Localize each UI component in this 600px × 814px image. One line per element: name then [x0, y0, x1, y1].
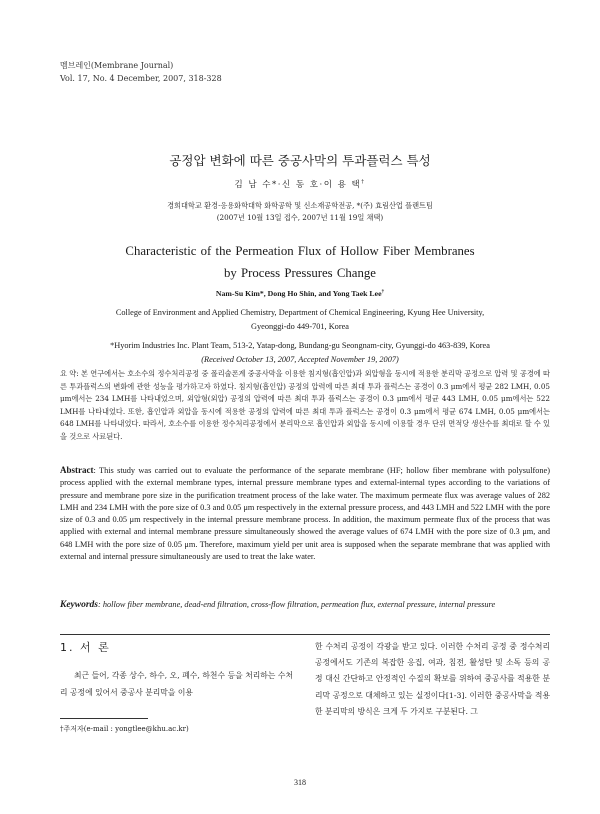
english-abstract [60, 464, 550, 563]
section-title: 1. 서 론 [60, 641, 111, 654]
english-title-line2: by Process Pressures Change [224, 266, 376, 280]
english-affiliation-2: *Hyorim Industries Inc. Plant Team, 513-2, Yatap-dong, Bundang-gu Seongnam-city, Gyunggi-do 463-839, Korea [110, 341, 490, 350]
english-author-names: Nam-Su Kim*, Dong Ho Shin, and Yong Taek Lee [215, 289, 382, 298]
english-corresponding-mark: † [381, 288, 385, 295]
received-dates: (Received October 13, 2007, Accepted November 19, 2007) [201, 354, 399, 364]
korean-affiliation-block [0, 200, 600, 224]
page-number: 318 [294, 778, 306, 787]
korean-title: 공정압 변화에 따른 중공사막의 투과플럭스 특성 [169, 153, 431, 168]
english-affiliation-1b: Gyeonggi-do 449-701, Korea [251, 321, 349, 331]
korean-abstract: 요 약: 본 연구에서는 호소수의 정수처리공정 중 폴리술폰계 중공사막을 이용한 침지형(흡인압)과 외압형을 동시에 적용한 분리막 공정으로 압력 및 공경에 따른 투과플럭스의 변화에 관한 성능을 평가하고자 하였다. 침지형(흡인압) 공정의 압력에 따른 최대 투과 플럭스는 공경이 0.3 μm에서 평균 282 LMH, 0.05 μm에서는 234 LMH를 나타내었으며, 외압형(외압) 공정의 압력에 따른 최대 투과 플럭스는 공경이 0.3 μm에서 평균 443 LMH, 0.05 μm에서는 522 LMH를 나타내었다. 또한, 흡인압과 외압을 동시에 적용한 공정의 압력에 따른 최대 투과 플럭스는 공경이 0.3 μm에서 평균 674 LMH, 0.05 μm에서는 648 LMH를 나타내었다. 따라서, 호소수를 이용한 정수처리공정에서 분리막으로 흡인압과 외압을 동시에 이용할 경우 단위 면적당 생산수를 최대로 할 수 있을 것으로 사료된다. [60, 369, 550, 441]
body-right-column: 한 수처리 공정이 각광을 받고 있다. 이러한 수처리 공정 중 정수처리 공정에서도 기존의 복잡한 응집, 여과, 침전, 활성탄 및 소독 등의 공정 대신 간단하고 안정적인 수질의 확보를 위하여 중공사를 적용한 분리막 공정으로 대체하고 있는 실정이다[1-3]. 이러한 중공사막을 적용한 분리막의 방식은 크게 두 가지로 구분된다. 그 [315, 642, 550, 716]
footnote: †주저자(e-mail : yongtlee@khu.ac.kr) [60, 725, 189, 733]
journal-volume: Vol. 17, No. 4 December, 2007, 318-328 [60, 74, 222, 83]
korean-authors [0, 178, 600, 190]
keywords-text: : hollow fiber membrane, dead-end filtration, cross-flow filtration, permeation flux, external pressure, internal pressure [98, 600, 496, 609]
english-affiliation-block [0, 306, 600, 366]
korean-dates: (2007년 10월 13일 접수, 2007년 11월 19일 채택) [216, 213, 384, 222]
abstract-label: Abstract [60, 465, 94, 475]
footnote-divider [60, 718, 148, 719]
journal-name: 멤브레인(Membrane Journal) [60, 61, 174, 70]
keywords [60, 599, 550, 611]
journal-header [60, 59, 222, 85]
keywords-label: Keywords [60, 600, 98, 610]
corresponding-mark: † [361, 179, 366, 186]
english-affiliation-1a: College of Environment and Applied Chemistry, Department of Chemical Engineering, Kyung Hee University, [115, 308, 485, 317]
abstract-text: : This study was carried out to evaluate the performance of the separate membrane (HF; hollow fiber membrane with polysulfone) process applied with the external membrane types, internal pressure membrane types and external-internal types according to the variations of pressure and membrane pore size in the purification treatment process of the lake water. The maximum permeate flux was average values of 282 LMH and 234 LMH with the pore size of 0.3 and 0.05 μm respectively in the external pressure process, and 443 LMH and 522 LMH with the pore size of 0.3 and 0.05 μm respectively in the internal pressure membrane process. In addition, the maximum permeate flux of the process that was applied with external and internal membrane pressure simultaneously showed the average values of 674 LMH with the pore size of 0.3 μm, and 648 LMH with the pore size of 0.05 μm. Therefore, maximum yield per unit area is supposed when the separate membrane that was applied with external and internal pressure simultaneously are used to treat the lake water. [60, 466, 550, 562]
korean-author-names: 김 남 수*·신 동 호·이 용 택 [234, 180, 362, 190]
english-title [0, 240, 600, 284]
english-title-line1: Characteristic of the Permeation Flux of Hollow Fiber Membranes [125, 244, 475, 258]
section-divider [60, 634, 550, 635]
english-authors [0, 289, 600, 298]
body-left-column: 최근 들어, 각종 상수, 하수, 오, 폐수, 하천수 등을 처리하는 수처리 공정에 있어서 중공사 분리막을 이용 [60, 671, 293, 697]
korean-affiliation: 경희대학교 환경·응용화학대학 화학공학 및 신소재공학전공, *(주) 효림산업 플랜트팀 [167, 201, 433, 210]
